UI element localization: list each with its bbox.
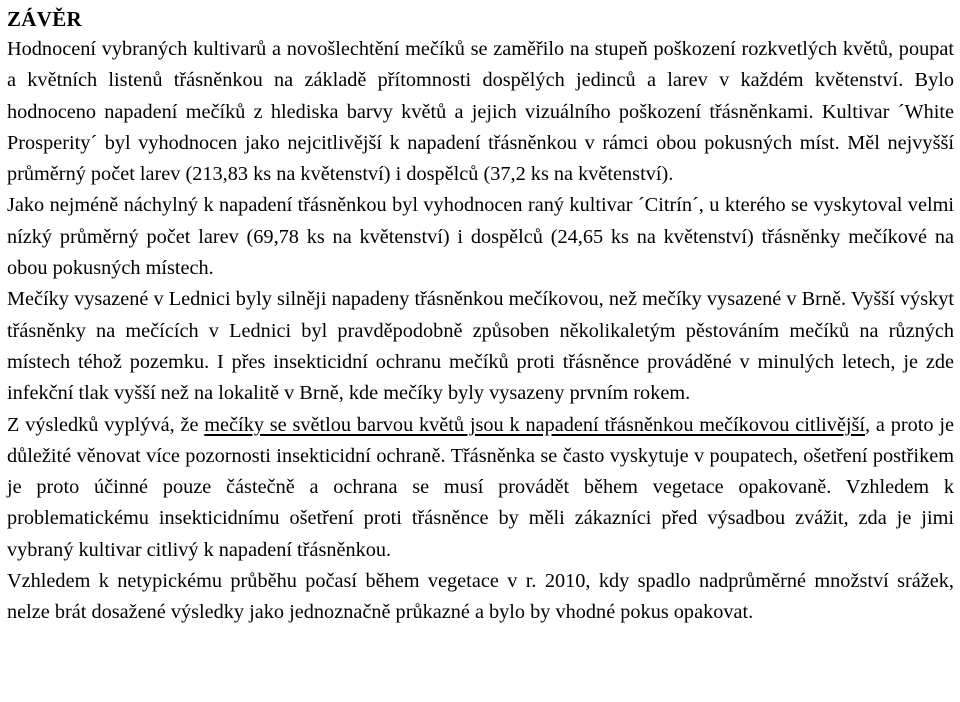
section-heading: ZÁVĚR (7, 7, 83, 31)
conclusion-rest-text: , a proto je důležité věnovat více pozornosti insekticidní ochraně. Třásněnka se často vyskytuje v poupatech, ošetření postřikem je proto účinné pouze částečně a ochrana se musí provádět během vegetace opakovaně. Vzhledem k problematickému insekticidnímu ošetření proti třásněnce by měli zákazníci před výsadbou zvážit, zda je jimi vybraný kultivar citlivý k napadení třásněnkou. (7, 413, 954, 561)
paragraph-least-susceptible: Jako nejméně náchylný k napadení třásněnkou byl vyhodnocen raný kultivar ´Citrín´, u kterého se vyskytoval velmi nízký průměrný počet larev (69,78 ks na květenství) i dospělců (24,65 ks na květenství) třásněnky mečíkové na obou pokusných místech. (7, 194, 954, 280)
paragraph-weather-note: Vzhledem k netypickému průběhu počasí během vegetace v r. 2010, kdy spadlo nadprůměrné množství srážek, nelze brát dosažené výsledky jako jednoznačně průkazné a bylo by vhodné pokus opakovat. (7, 570, 954, 624)
paragraph-location-comparison: Mečíky vysazené v Lednici byly silněji napadeny třásněnkou mečíkovou, než mečíky vysazené v Brně. Vyšší výskyt třásněnky na mečících v Lednici byl pravděpodobně způsoben několikaletým pěstováním mečíků na různých místech téhož pozemku. I přes insekticidní ochranu mečíků proti třásněnce prováděné v minulých letech, je zde infekční tlak vyšší než na lokalitě v Brně, kde mečíky byly vysazeny prvním rokem. (7, 288, 954, 405)
conclusion-lead-text: Z výsledků vyplývá, že (7, 413, 205, 436)
conclusion-underlined-text: mečíky se světlou barvou květů jsou k napadení třásněnkou mečíkovou citlivější (204, 413, 866, 436)
paragraph-conclusion (7, 410, 954, 566)
paragraph-evaluation: Hodnocení vybraných kultivarů a novošlechtění mečíků se zaměřilo na stupeň poškození rozkvetlých květů, poupat a květních listenů třásněnkou na základě přítomnosti dospělých jedinců a larev v každém květenství. Bylo hodnoceno napadení mečíků z hlediska barvy květů a jejich vizuálního poškození třásněnkami. Kultivar ´White Prosperity´ byl vyhodnocen jako nejcitlivější k napadení třásněnkou v rámci obou pokusných míst. Měl nejvyšší průměrný počet larev (213,83 ks na květenství) i dospělců (37,2 ks na květenství). (7, 38, 954, 186)
